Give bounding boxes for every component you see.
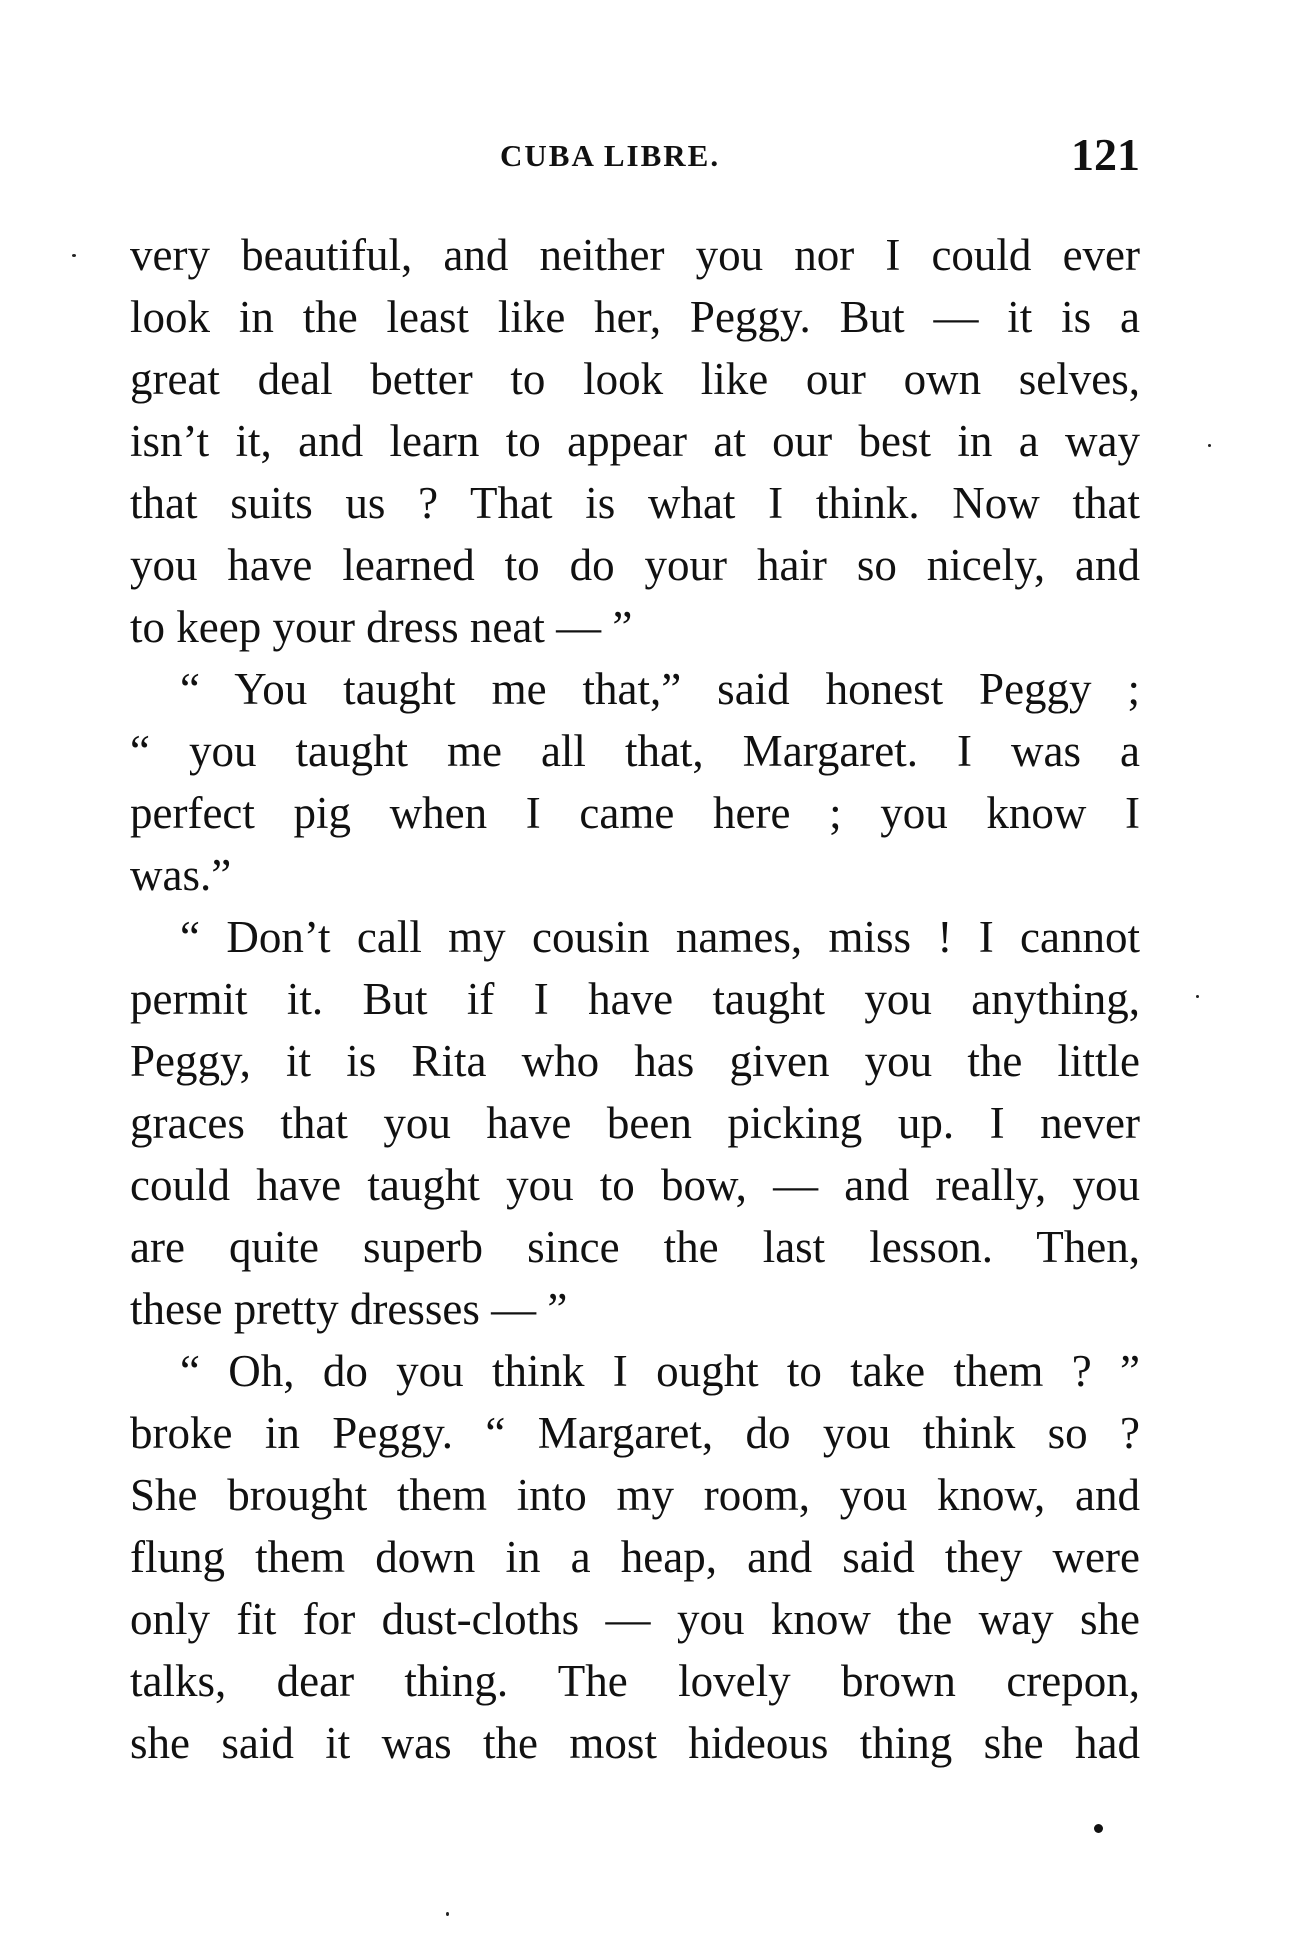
text-line: Peggy, it is Rita who has given you the little <box>130 1036 1140 1086</box>
text-line: “ you taught me all that, Margaret. I was a <box>130 726 1140 776</box>
paper-speck <box>72 254 76 257</box>
text-line: could have taught you to bow, — and really, you <box>130 1160 1140 1210</box>
ink-dot <box>1094 1824 1103 1833</box>
text-line: are quite superb since the last lesson. Then, <box>130 1222 1140 1272</box>
text-line: perfect pig when I came here ; you know I <box>130 788 1140 838</box>
text-line: these pretty dresses — ” <box>130 1284 568 1334</box>
text-line: “ You taught me that,” said honest Peggy ; <box>180 664 1140 714</box>
text-line: very beautiful, and neither you nor I could ever <box>130 230 1140 280</box>
text-line: broke in Peggy. “ Margaret, do you think so ? <box>130 1408 1140 1458</box>
text-line: talks, dear thing. The lovely brown crepon, <box>130 1656 1140 1706</box>
running-title: CUBA LIBRE. <box>500 138 721 173</box>
text-line: She brought them into my room, you know, and <box>130 1470 1140 1520</box>
text-line: flung them down in a heap, and said they were <box>130 1532 1140 1582</box>
text-line: only fit for dust-cloths — you know the way she <box>130 1594 1140 1644</box>
text-line: “ Oh, do you think I ought to take them ? ” <box>180 1346 1140 1396</box>
text-line: that suits us ? That is what I think. Now that <box>130 478 1140 528</box>
text-line: you have learned to do your hair so nicely, and <box>130 540 1140 590</box>
page-number: 121 <box>1071 129 1140 180</box>
text-line: to keep your dress neat — ” <box>130 602 633 652</box>
text-line: she said it was the most hideous thing she had <box>130 1718 1140 1768</box>
text-line: permit it. But if I have taught you anything, <box>130 974 1140 1024</box>
text-line: was.” <box>130 850 232 900</box>
running-head <box>130 128 1140 188</box>
text-line: look in the least like her, Peggy. But — it is a <box>130 292 1140 342</box>
paper-speck <box>1196 995 1199 998</box>
text-line: great deal better to look like our own selves, <box>130 354 1140 404</box>
paper-speck <box>1208 444 1211 447</box>
text-line: graces that you have been picking up. I never <box>130 1098 1140 1148</box>
text-line: isn’t it, and learn to appear at our best in a way <box>130 416 1140 466</box>
text-line: “ Don’t call my cousin names, miss ! I cannot <box>180 912 1140 962</box>
paper-speck <box>446 1912 449 1916</box>
body-text <box>130 224 1140 1774</box>
